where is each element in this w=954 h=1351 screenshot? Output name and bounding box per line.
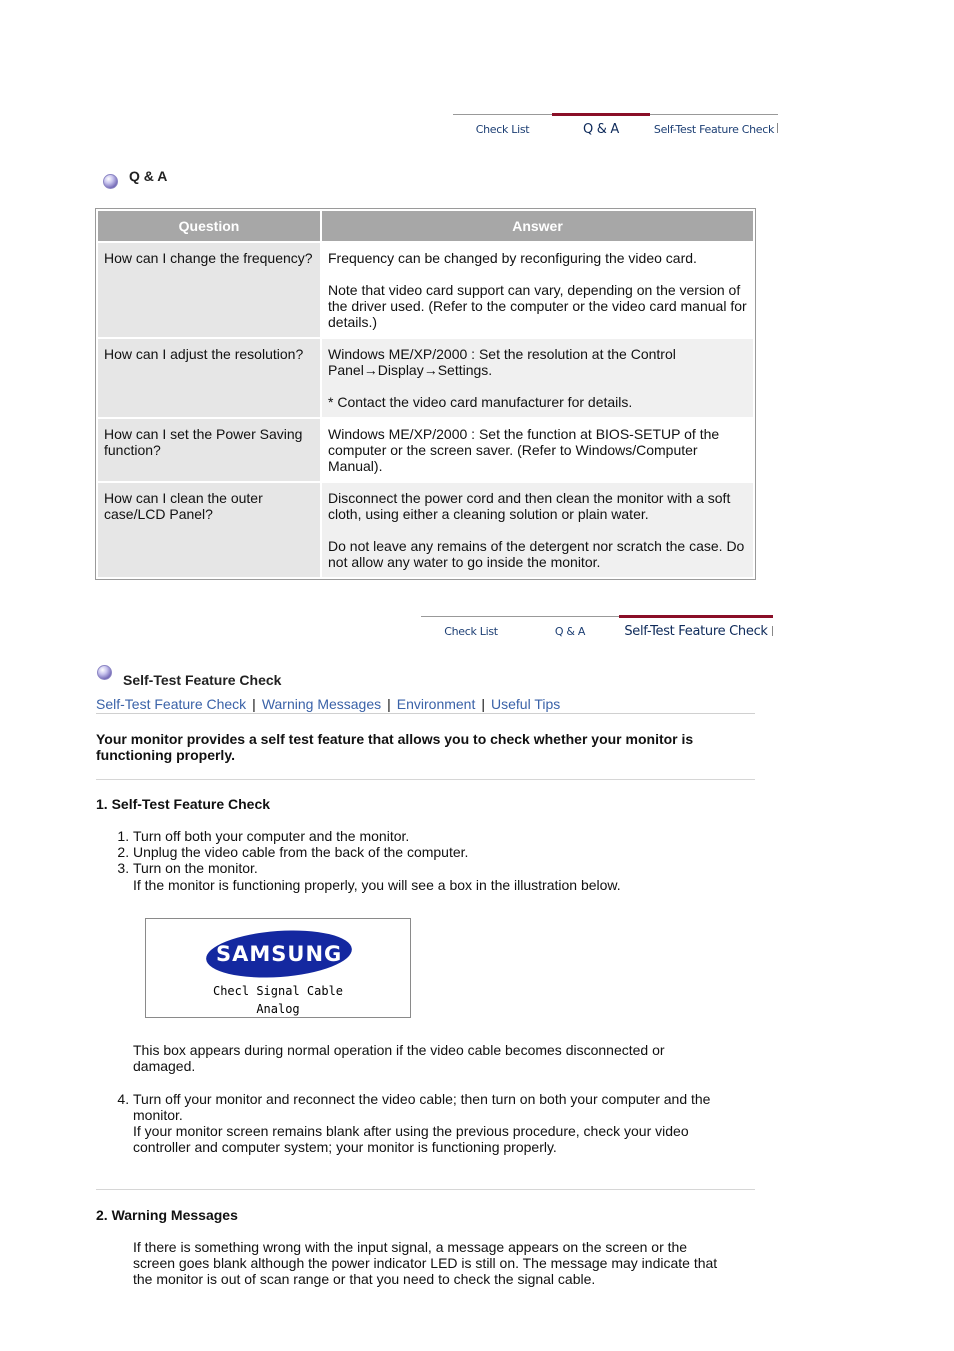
tab-check-list[interactable]: Check List xyxy=(475,122,530,136)
top-tab-bar xyxy=(453,114,778,143)
answer-cell: Frequency can be changed by reconfiguring the video card. Note that video card support can vary, depending on the version of the driver used. (Refer to the computer or the video card manual for details.) xyxy=(322,243,753,337)
samsung-logo: SAMSUNG xyxy=(205,926,354,982)
signal-message-illustration xyxy=(145,918,411,1018)
question-cell: How can I set the Power Saving function? xyxy=(98,419,320,481)
tab-self-test[interactable]: Self-Test Feature Check xyxy=(650,115,778,143)
tab-qa[interactable]: Q & A xyxy=(554,624,586,638)
section-link-bar: Self-Test Feature Check | Warning Messages | Environment | Useful Tips xyxy=(96,696,755,714)
tab-self-test[interactable]: Self-Test Feature Check xyxy=(619,615,773,645)
list-item: 3. Turn on the monitor. xyxy=(133,860,753,876)
link-self-test[interactable]: Self-Test Feature Check xyxy=(96,696,247,712)
self-test-steps xyxy=(96,828,753,876)
heading-warning-messages: 2. Warning Messages xyxy=(96,1207,238,1223)
question-cell: How can I clean the outer case/LCD Panel? xyxy=(98,483,320,577)
link-environment[interactable]: Environment xyxy=(396,696,476,712)
table-row xyxy=(98,419,753,481)
self-test-step4 xyxy=(96,1091,753,1123)
divider xyxy=(96,779,755,780)
divider xyxy=(96,1189,755,1190)
qa-section-title: Q & A xyxy=(129,168,168,184)
list-item: 1. Turn off both your computer and the monitor. xyxy=(133,828,753,844)
bullet-icon xyxy=(97,665,112,680)
question-cell: How can I change the frequency? xyxy=(98,243,320,337)
question-cell: How can I adjust the resolution? xyxy=(98,339,320,417)
tab-check-list[interactable]: Check List xyxy=(444,624,498,638)
list-item: 2. Unplug the video cable from the back of the computer. xyxy=(133,844,753,860)
answer-cell: Windows ME/XP/2000 : Set the resolution at the Control Panel→Display→Settings. * Contact the video card manufacturer for details. xyxy=(322,339,753,417)
table-row xyxy=(98,339,753,417)
tab-separator xyxy=(777,123,778,133)
answer-cell: Disconnect the power cord and then clean the monitor with a soft cloth, using either a cleaning solution or plain water. Do not leave any remains of the detergent nor scratch the case. Do not allow any water to go inside the monitor. xyxy=(322,483,753,577)
table-row xyxy=(98,243,753,337)
intro-text: Your monitor provides a self test feature that allows you to check whether your monitor is functioning properly. xyxy=(96,731,694,763)
step3-note: If the monitor is functioning properly, you will see a box in the illustration below. xyxy=(133,877,621,893)
self-test-section-title: Self-Test Feature Check xyxy=(123,672,282,688)
step4-note: If your monitor screen remains blank after using the previous procedure, check your video controller and computer system; your monitor is functioning properly. xyxy=(133,1123,689,1155)
box-line2: Analog xyxy=(256,1002,300,1016)
bottom-tab-bar xyxy=(421,616,773,645)
link-warning-messages[interactable]: Warning Messages xyxy=(261,696,382,712)
box-line1: Checl Signal Cable xyxy=(212,984,344,998)
list-item: 4. Turn off your monitor and reconnect the video cable; then turn on both your computer and the monitor. xyxy=(133,1091,753,1123)
heading-self-test: 1. Self-Test Feature Check xyxy=(96,796,271,812)
bullet-icon xyxy=(103,174,118,189)
tab-qa[interactable]: Q & A xyxy=(552,113,650,143)
tab-separator xyxy=(772,626,773,636)
question-header: Question xyxy=(98,211,320,241)
table-row xyxy=(98,483,753,577)
qa-table xyxy=(95,208,756,580)
box-note: This box appears during normal operation if the video cable becomes disconnected or damaged. xyxy=(133,1042,665,1074)
answer-header: Answer xyxy=(322,211,753,241)
warning-text: If there is something wrong with the input signal, a message appears on the screen or the screen goes blank although the power indicator LED is still on. The message may indicate that the monitor is out of scan range or that you need to check the signal cable. xyxy=(133,1239,718,1287)
link-useful-tips[interactable]: Useful Tips xyxy=(491,696,561,712)
answer-cell: Windows ME/XP/2000 : Set the function at BIOS-SETUP of the computer or the screen saver. (Refer to Windows/Computer Manual). xyxy=(322,419,753,481)
